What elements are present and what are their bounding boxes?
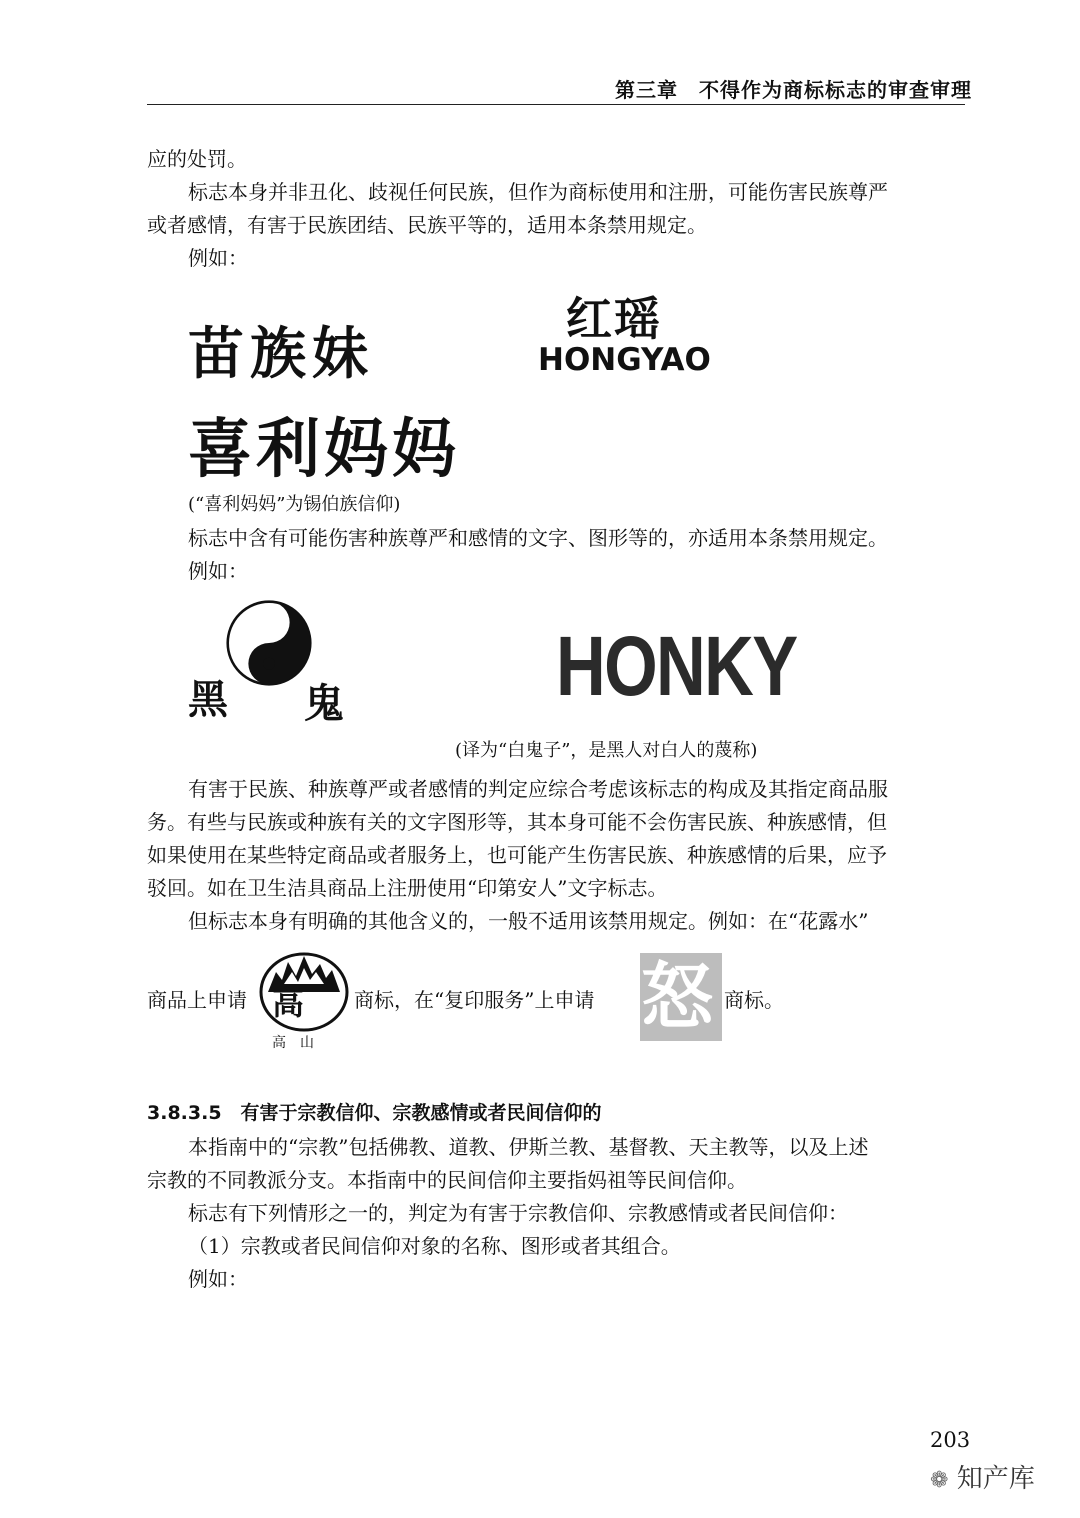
logo-caption: (“喜利妈妈”为锡伯族信仰): [188, 494, 401, 515]
logo-xilimama: 喜利妈妈: [188, 412, 460, 487]
paragraph-line: 务。有些与民族或种族有关的文字图形等，其本身可能不会伤害民族、种族感情，但: [147, 810, 887, 834]
logo-miaozumei: 苗族妹: [188, 321, 374, 387]
logo-caption: (译为“白鬼子”，是黑人对白人的蔑称): [455, 740, 758, 761]
paragraph-line: （1）宗教或者民间信仰对象的名称、图形或者其组合。: [188, 1234, 681, 1258]
chapter-header: 第三章 不得作为商标标志的审查审理: [615, 78, 972, 102]
wechat-icon: ❁: [930, 1468, 949, 1493]
header-divider: [147, 104, 965, 105]
logo-gui-char: 鬼: [304, 681, 344, 727]
yin-yang-icon: [226, 600, 312, 686]
paragraph-line: 商标。: [724, 988, 784, 1012]
paragraph-line: 如果使用在某些特定商品或者服务上，也可能产生伤害民族、种族感情的后果，应予: [147, 843, 887, 867]
logo-hongyao-chinese: 红瑶: [566, 292, 662, 346]
logo-hongyao-english: HONGYAO: [538, 342, 711, 378]
paragraph-line: 宗教的不同教派分支。本指南中的民间信仰主要指妈祖等民间信仰。: [147, 1168, 747, 1192]
watermark: [930, 1458, 1035, 1495]
logo-nu-char: 怒: [641, 955, 714, 1039]
paragraph-line: 本指南中的“宗教”包括佛教、道教、伊斯兰教、基督教、天主教等，以及上述: [188, 1135, 869, 1159]
paragraph-line: 标志本身并非丑化、歧视任何民族，但作为商标使用和注册，可能伤害民族尊严: [188, 180, 888, 204]
paragraph-line: 商品上申请: [147, 988, 247, 1012]
logo-gaoshan-char: 高: [272, 984, 305, 1022]
logo-honky: HONKY: [556, 619, 797, 713]
watermark-text: 知产库: [956, 1464, 1035, 1494]
example-label: 例如：: [188, 1267, 248, 1291]
logo-gaoshan-label: 高 山: [272, 1035, 314, 1051]
page-number: 203: [930, 1428, 971, 1452]
paragraph-line: 有害于民族、种族尊严或者感情的判定应综合考虑该标志的构成及其指定商品服: [188, 777, 888, 801]
paragraph-line: 标志有下列情形之一的，判定为有害于宗教信仰、宗教感情或者民间信仰：: [188, 1201, 848, 1225]
logo-nu-box: [640, 953, 722, 1041]
paragraph-line: 应的处罚。: [147, 147, 247, 171]
logo-hei-char: 黑: [188, 677, 228, 723]
paragraph-line: 或者感情，有害于民族团结、民族平等的，适用本条禁用规定。: [147, 213, 707, 237]
paragraph-line: 商标，在“复印服务”上申请: [354, 988, 595, 1012]
paragraph-line: 但标志本身有明确的其他含义的，一般不适用该禁用规定。例如：在“花露水”: [188, 909, 869, 933]
paragraph-line: 驳回。如在卫生洁具商品上注册使用“印第安人”文字标志。: [147, 876, 668, 900]
paragraph-line: 标志中含有可能伤害种族尊严和感情的文字、图形等的，亦适用本条禁用规定。: [188, 526, 888, 550]
example-label: 例如：: [188, 246, 248, 270]
section-heading: 3.8.3.5 有害于宗教信仰、宗教感情或者民间信仰的: [147, 1102, 602, 1124]
example-label: 例如：: [188, 559, 248, 583]
